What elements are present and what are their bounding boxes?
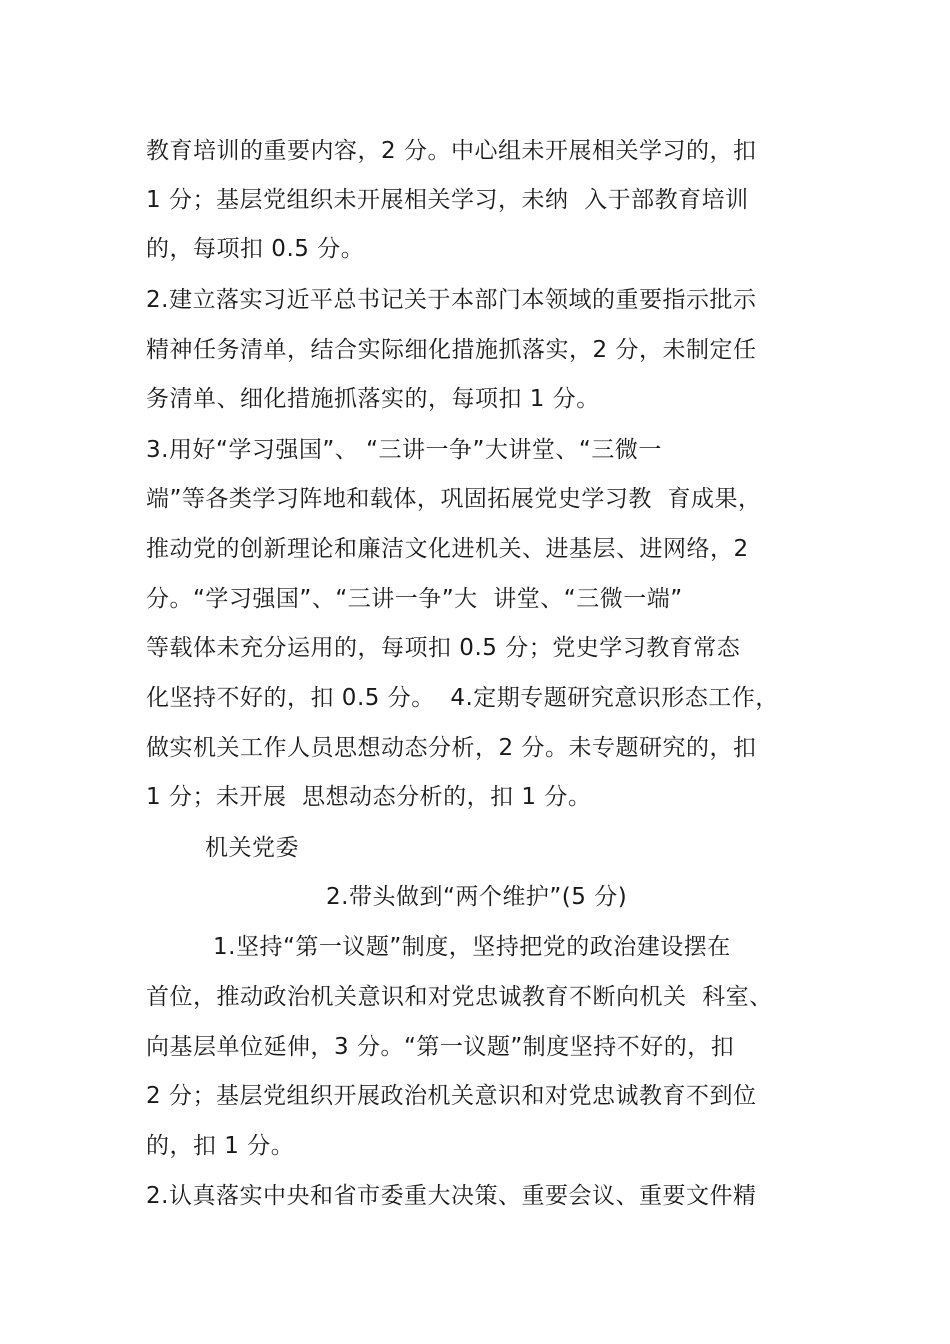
list-item-heading: 2.认真落实中央和省市委重大决策、重要会议、重要文件精	[146, 1183, 757, 1209]
text-line: 首位，推动政治机关意识和对党忠诚教育不断向机关 科室、	[146, 984, 773, 1010]
text-line: 1 分；基层党组织未开展相关学习，未纳 入于部教育培训	[146, 187, 749, 213]
text-line: 2 分；基层党组织开展政治机关意识和对党忠诚教育不到位	[146, 1083, 757, 1109]
text-line: 等载体未充分运用的，每项扣 0.5 分；党史学习教育常态	[146, 635, 741, 661]
text-line: 教育培训的重要内容，2 分。中心组未开展相关学习的，扣	[146, 138, 757, 164]
text-line: 推动党的创新理论和廉洁文化进机关、进基层、进网络，2	[146, 536, 749, 562]
text-line: 的，扣 1 分。	[146, 1133, 295, 1159]
section-heading: 2.带头做到“两个维护”(5 分)	[326, 884, 628, 910]
list-item-heading: 3.用好“学习强国”、 “三讲一争”大讲堂、“三微一	[146, 437, 662, 463]
text-line: 端”等各类学习阵地和载体，巩固拓展党史学习教 育成果，	[146, 486, 762, 512]
text-line: 化坚持不好的，扣 0.5 分。 4.定期专题研究意识形态工作，	[146, 685, 779, 711]
list-item-heading: 2.建立落实习近平总书记关于本部门本领域的重要指示批示	[146, 287, 757, 313]
text-line: 向基层单位延伸，3 分。“第一议题”制度坚持不好的，扣	[146, 1034, 735, 1060]
text-line: 做实机关工作人员思想动态分析，2 分。未专题研究的，扣	[146, 735, 757, 761]
text-line: 1 分；未开展 思想动态分析的，扣 1 分。	[146, 784, 592, 810]
department-label: 机关党委	[205, 835, 299, 861]
text-line: 的，每项扣 0.5 分。	[146, 236, 365, 262]
text-line: 精神任务清单，结合实际细化措施抓落实，2 分，未制定任	[146, 337, 757, 363]
text-line: 分。“学习强国”、“三讲一争”大 讲堂、“三微一端”	[146, 586, 683, 612]
text-line: 务清单、细化措施抓落实的，每项扣 1 分。	[146, 386, 600, 412]
list-item-heading: 1.坚持“第一议题”制度，坚持把党的政治建设摆在	[213, 934, 731, 960]
